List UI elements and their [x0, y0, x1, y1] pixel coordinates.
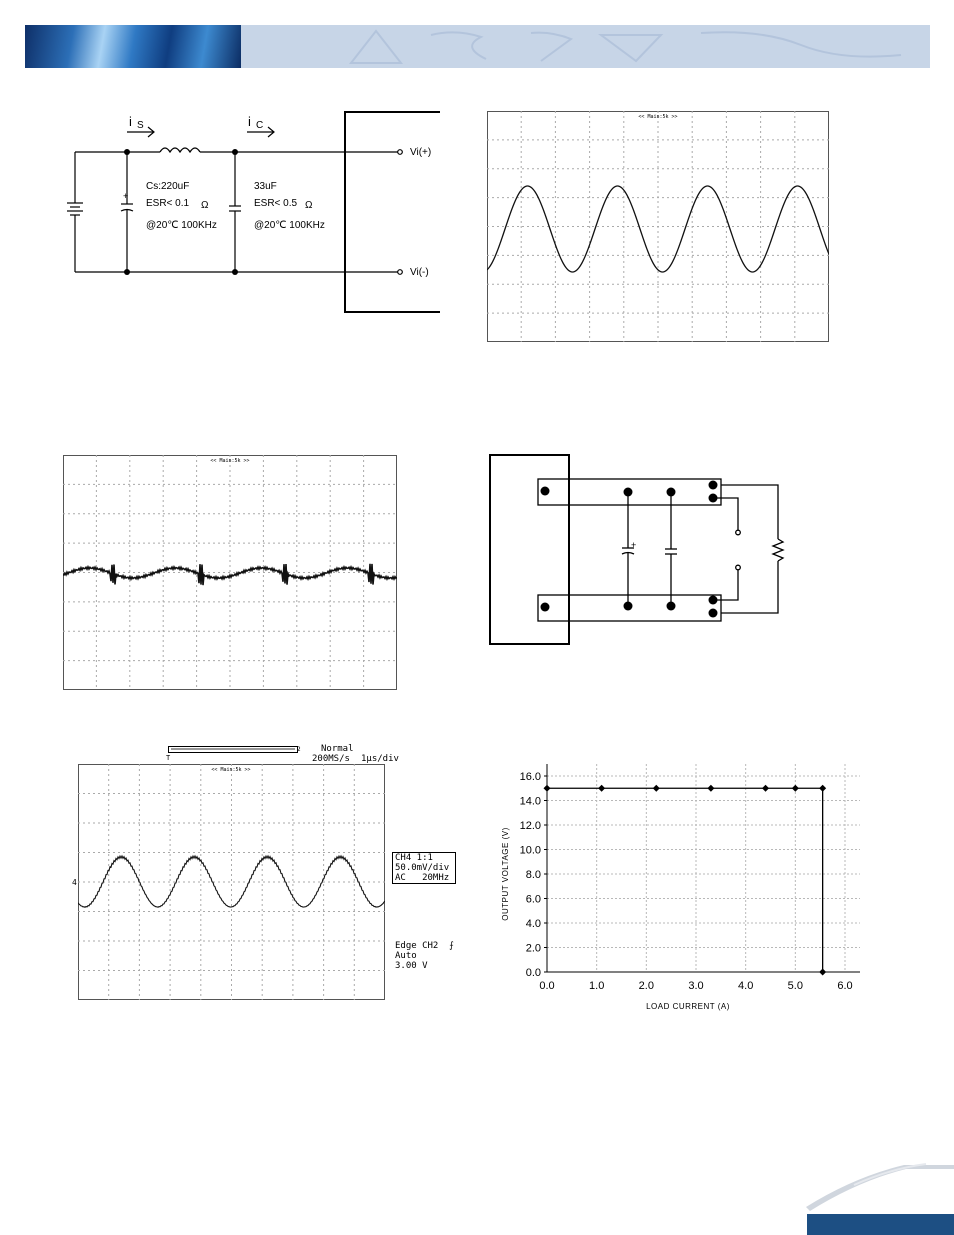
- cs-value: Cs:220uF: [146, 181, 190, 192]
- cs-temp: @20℃ 100KHz: [146, 220, 217, 231]
- data-point-marker: [819, 969, 826, 976]
- y-tick-label: 14.0: [519, 795, 541, 808]
- ic-label: i: [248, 114, 251, 129]
- scope3-trigger-bar: [168, 746, 298, 753]
- scope2-header: << Main:5k >>: [210, 458, 250, 464]
- scope3-header: << Main:5k >>: [211, 767, 251, 773]
- cs-ohm: Ω: [201, 200, 209, 211]
- scope1-header: << Main:5k >>: [638, 114, 678, 120]
- data-point-marker: [707, 785, 714, 792]
- header-watermark: [241, 25, 930, 68]
- data-point-marker: [792, 785, 799, 792]
- data-point-marker: [819, 785, 826, 792]
- scope-input-ripple: [487, 111, 829, 342]
- c-value: 33uF: [254, 181, 277, 192]
- series-line: [547, 788, 823, 972]
- scope-ripple-waveform: [78, 764, 385, 1000]
- is-subscript: S: [137, 120, 144, 131]
- ic-subscript: C: [256, 120, 264, 131]
- scope3-sample-rate-suffix: 1μs/div: [361, 754, 399, 764]
- scope3-trigger-info: [395, 941, 454, 971]
- x-axis-label: LOAD CURRENT (A): [646, 1002, 730, 1011]
- x-tick-label: 5.0: [787, 980, 803, 992]
- scope3-trig-line-2: Auto: [395, 951, 417, 961]
- data-point-marker: [544, 785, 551, 792]
- c-ohm: Ω: [305, 200, 313, 211]
- x-tick-label: 6.0: [837, 980, 853, 992]
- y-tick-label: 12.0: [519, 820, 541, 832]
- y-tick-label: 6.0: [525, 893, 541, 906]
- scope3-channel-info-box: [392, 852, 456, 884]
- y-axis-label: OUTPUT VOLTAGE (V): [501, 827, 510, 921]
- header-banner: [25, 25, 930, 68]
- c-esr: ESR< 0.5: [254, 198, 298, 209]
- x-tick-label: 0.0: [539, 980, 555, 992]
- x-tick-label: 2.0: [638, 980, 654, 992]
- footer-bar: [807, 1214, 954, 1235]
- y-tick-label: 10.0: [519, 844, 541, 857]
- output-voltage-vs-load-current-chart: [490, 755, 870, 1015]
- x-tick-label: 1.0: [589, 980, 605, 992]
- y-tick-label: 8.0: [525, 869, 541, 881]
- y-tick-label: 16.0: [519, 771, 541, 783]
- scope3-ch-line-1: CH4 1:1: [395, 853, 433, 863]
- data-point-marker: [653, 785, 660, 792]
- scope3-trig-line-3: 3.00 V: [395, 961, 428, 971]
- scope3-ch-line-2: 50.0mV/div: [395, 863, 450, 873]
- data-point-marker: [762, 785, 769, 792]
- scope3-ch-line-3: AC 20MHz: [395, 873, 450, 883]
- header-photo: [25, 25, 241, 68]
- x-tick-label: 4.0: [738, 980, 754, 992]
- c-temp: @20℃ 100KHz: [254, 220, 325, 231]
- scope3-sample-rate: 200MS/s: [312, 754, 350, 764]
- y-tick-label: 4.0: [525, 918, 541, 930]
- is-label: i: [129, 114, 132, 129]
- output-ripple-test-setup: [488, 452, 798, 652]
- vi-plus-label: Vi(+): [410, 147, 432, 158]
- data-point-marker: [598, 785, 605, 792]
- scope3-trig-line-1: Edge CH2 ⨍: [395, 941, 454, 951]
- y-tick-label: 0.0: [525, 967, 541, 979]
- svg-text:+: +: [631, 540, 637, 550]
- input-ripple-circuit: [55, 100, 455, 330]
- scope-output-ripple: [63, 455, 397, 690]
- vi-minus-label: Vi(-): [410, 267, 429, 278]
- y-tick-label: 2.0: [525, 942, 541, 955]
- svg-text:+: +: [123, 191, 129, 201]
- x-tick-label: 3.0: [688, 980, 704, 992]
- scope3-trigger-mode: Normal: [321, 744, 354, 754]
- cs-esr: ESR< 0.1: [146, 198, 190, 209]
